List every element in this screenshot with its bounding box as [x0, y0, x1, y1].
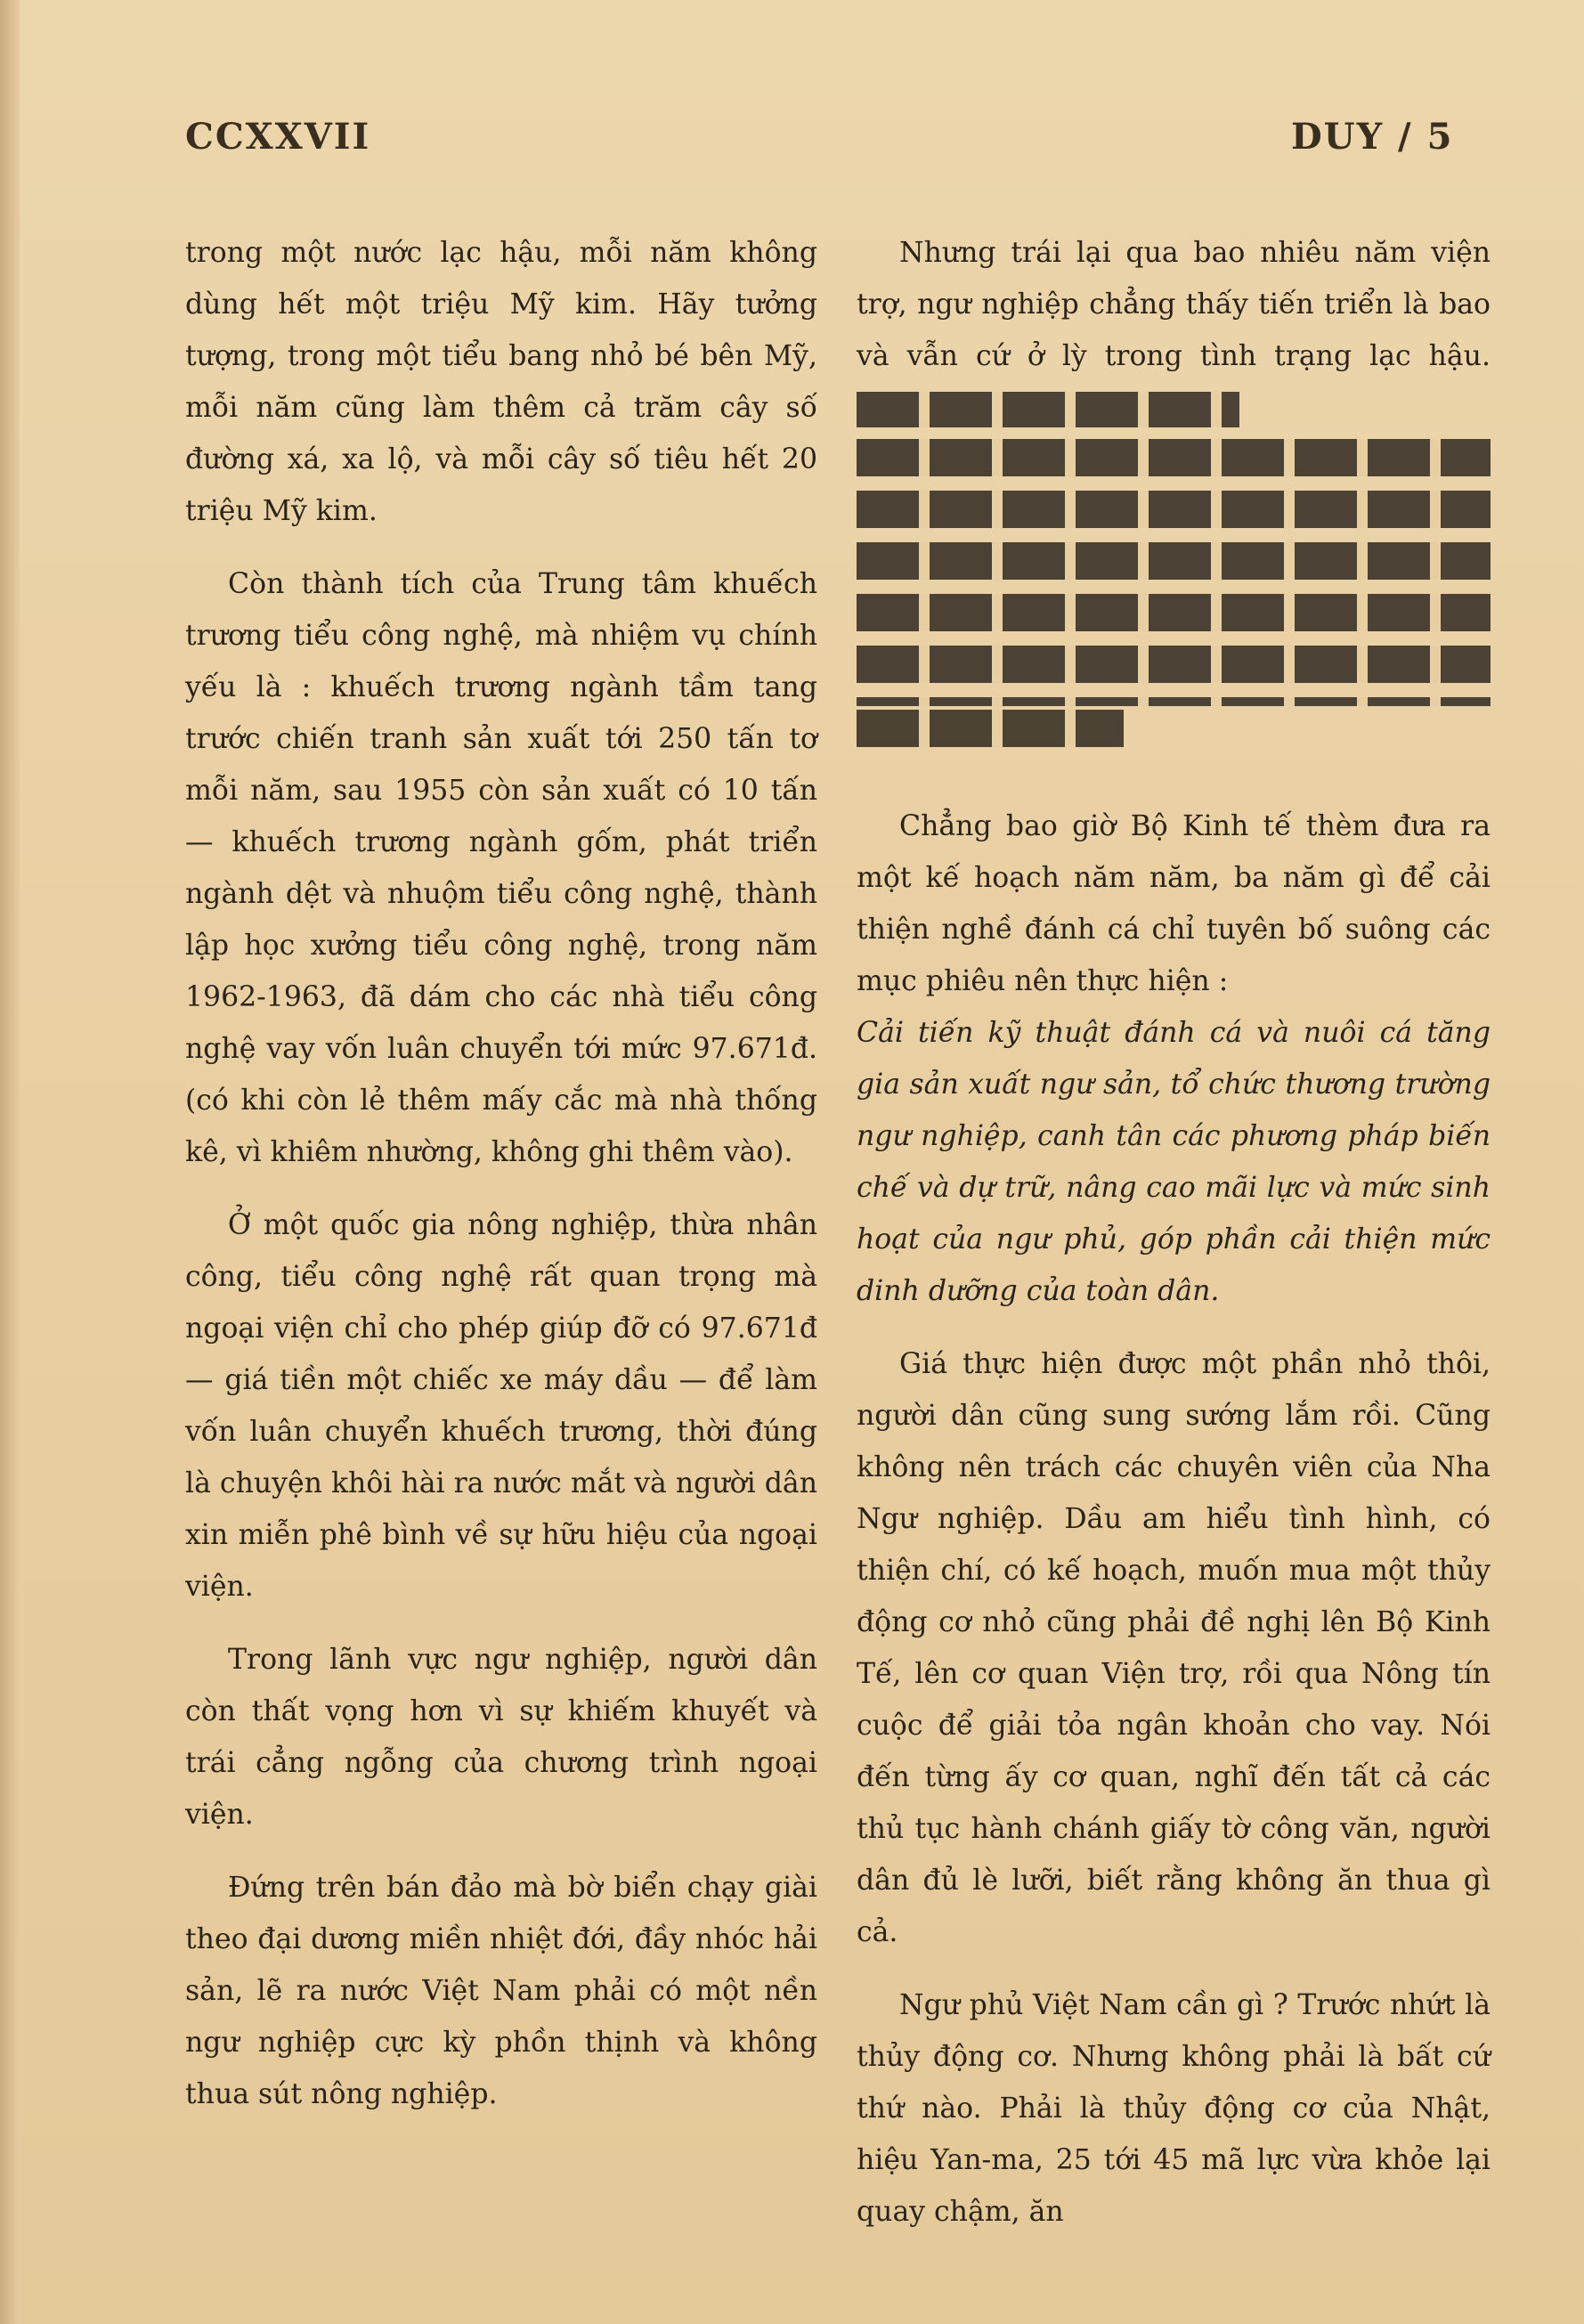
paragraph: Còn thành tích của Trung tâm khuếch trương tiểu công nghệ, mà nhiệm vụ chính yếu là : khuếch trương ngành tầm tang trước chiến tranh sản xuất tới 250 tấn tơ mỗi năm, sau 1955 còn sản xuất có 10 tấn — khuếch trương ngành gốm, phát triển ngành dệt và nhuộm tiểu công nghệ, thành lập học xưởng tiểu công nghệ, trong năm 1962-1963, đã dám cho các nhà tiểu công nghệ vay vốn luân chuyển tới mức 97.671đ. (có khi còn lẻ thêm mấy cắc mà nhà thống kê, vì khiêm nhường, không ghi thêm vào).: [185, 568, 817, 1168]
paragraph: Ngư phủ Việt Nam cần gì ? Trước nhứt là thủy động cơ. Nhưng không phải là bất cứ thứ nào. Phải là thủy động cơ của Nhật, hiệu Yan-ma, 25 tới 45 mã lực vừa khỏe lại quay chậm, ăn: [857, 1989, 1491, 2228]
paragraph: [857, 800, 1491, 1007]
italic-paragraph: Cải tiến kỹ thuật đánh cá và nuôi cá tăng gia sản xuất ngư sản, tổ chức thương trường ngư nghiệp, canh tân các phương pháp biến chế và dự trữ, nâng cao mãi lực và mức sinh hoạt của ngư phủ, góp phần cải thiện mức dinh dưỡng của toàn dân.: [857, 1017, 1491, 1307]
running-header-left: CCXXVII: [185, 116, 371, 158]
paragraph: Đứng trên bán đảo mà bờ biển chạy giài theo đại dương miền nhiệt đới, đầy nhóc hải sản, lẽ ra nước Việt Nam phải có một nền ngư nghiệp cực kỳ phồn thịnh và không thua sút nông nghiệp.: [185, 1872, 817, 2110]
spacer: [857, 747, 1491, 800]
censored-block-tail: [857, 710, 1124, 747]
left-column: [185, 227, 817, 2141]
page-edge: [0, 0, 20, 2324]
paragraph-text: Nhưng trái lại qua bao nhiêu năm viện trợ, ngư nghiệp chẳng thấy tiến triển là bao và vẫn cứ ở lỳ trong tình trạng lạc hậu.: [857, 237, 1491, 372]
censored-block: [857, 439, 1491, 706]
running-header-right: DUY / 5: [1291, 116, 1454, 158]
paragraph: Giá thực hiện được một phần nhỏ thôi, người dân cũng sung sướng lắm rồi. Cũng không nên trách các chuyên viên của Nha Ngư nghiệp. Dầu am hiểu tình hình, có thiện chí, có kế hoạch, muốn mua một thủy động cơ nhỏ cũng phải đề nghị lên Bộ Kinh Tế, lên cơ quan Viện trợ, rồi qua Nông tín cuộc để giải tỏa ngân khoản cho vay. Nói đến từng ấy cơ quan, nghĩ đến tất cả các thủ tục hành chánh giấy tờ công văn, người dân đủ lè lưỡi, biết rằng không ăn thua gì cả.: [857, 1348, 1491, 1948]
right-column: [857, 227, 1491, 2259]
censored-block-head: [857, 392, 1239, 427]
paragraph: Trong lãnh vực ngư nghiệp, người dân còn thất vọng hơn vì sự khiếm khuyết và trái cẳng ngỗng của chương trình ngoại viện.: [185, 1644, 817, 1831]
paragraph: trong một nước lạc hậu, mỗi năm không dùng hết một triệu Mỹ kim. Hãy tưởng tượng, trong một tiểu bang nhỏ bé bên Mỹ, mỗi năm cũng làm thêm cả trăm cây số đường xá, xa lộ, và mỗi cây số tiêu hết 20 triệu Mỹ kim.: [185, 237, 817, 527]
paragraph-text: Chẳng bao giờ Bộ Kinh tế thèm đưa ra một kế hoạch năm năm, ba năm gì để cải thiện nghề đánh cá chỉ tuyên bố suông các mục phiêu nên thực hiện :: [857, 810, 1491, 997]
paragraph: Ở một quốc gia nông nghiệp, thừa nhân công, tiểu công nghệ rất quan trọng mà ngoại viện chỉ cho phép giúp đỡ có 97.671đ — giá tiền một chiếc xe máy dầu — để làm vốn luân chuyển khuếch trương, thời đúng là chuyện khôi hài ra nước mắt và người dân xin miễn phê bình về sự hữu hiệu của ngoại viện.: [185, 1209, 817, 1603]
paragraph: [857, 227, 1491, 434]
